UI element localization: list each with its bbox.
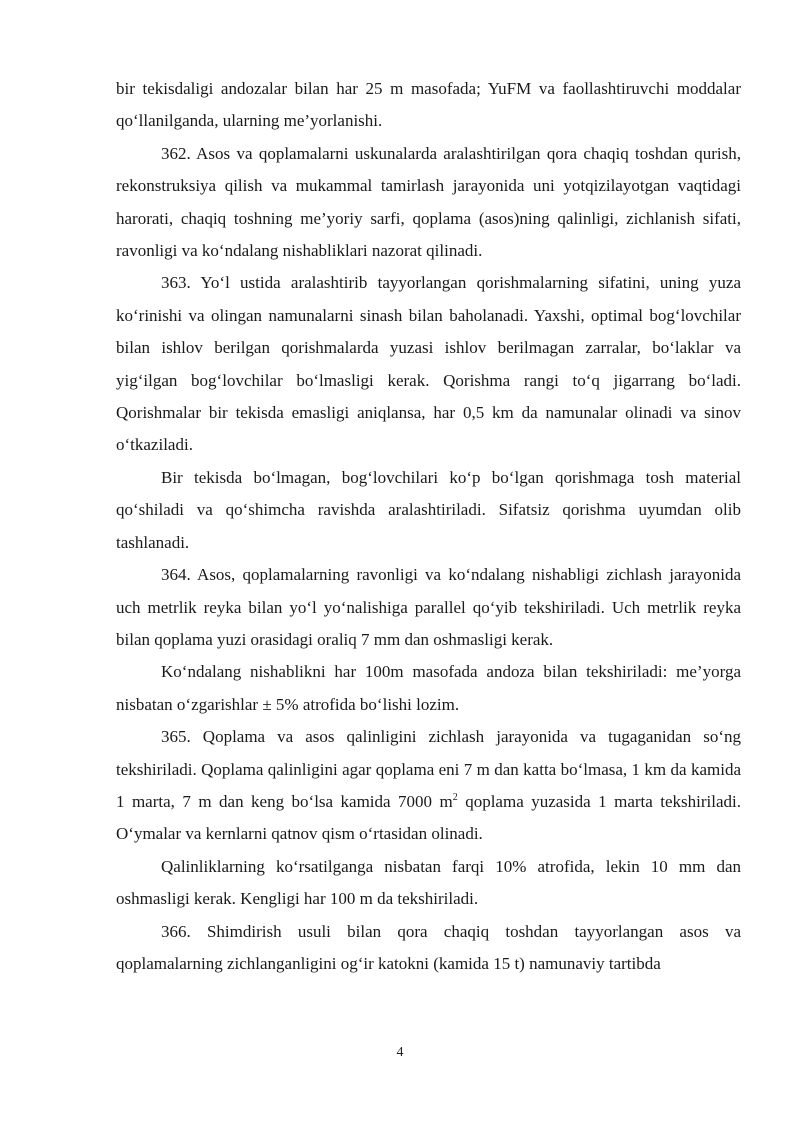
paragraph-continuation: bir tekisdaligi andozalar bilan har 25 m masofada; YuFM va faollashtiruvchi moddalar qo‘llanilganda, ularning me’yorlanishi.	[116, 79, 741, 131]
paragraph-365-text-start: 365. Qoplama va asos qalinligini zichlash jarayonida va tugaganidan so‘ng tekshiriladi. Qoplama qalinligini agar qoplama eni 7 m dan katta bo‘lmasa, 1 km da kamida 1 marta, 7 m dan keng bo‘lsa kamida 7000 m	[116, 727, 741, 811]
paragraph-366: 366. Shimdirish usuli bilan qora chaqiq toshdan tayyorlangan asos va qoplamalarning zichlanganligini og‘ir katokni (kamida 15 t) namunaviy tartibda	[116, 921, 741, 973]
paragraph-365	[116, 721, 741, 851]
paragraph-364-continued: Ko‘ndalang nishablikni har 100m masofada andoza bilan tekshiriladi: me’yorga nisbatan o‘zgarishlar ± 5% atrofida bo‘lishi lozim.	[116, 662, 741, 714]
paragraph-363-continued: Bir tekisda bo‘lmagan, bog‘lovchilari ko‘p bo‘lgan qorishmaga tosh material qo‘shiladi va qo‘shimcha ravishda aralashtiriladi. Sifatsiz qorishma uyumdan olib tashlanadi.	[116, 467, 741, 552]
document-page	[116, 73, 741, 980]
paragraph-363: 363. Yo‘l ustida aralashtirib tayyorlangan qorishmalarning sifatini, uning yuza ko‘rinishi va olingan namunalarni sinash bilan baholanadi. Yaxshi, optimal bog‘lovchilar bilan ishlov berilgan qorishmalarda yuzasi ishlov berilmagan zarralar, bo‘laklar va yig‘ilgan bog‘lovchilar bo‘lmasligi kerak. Qorishma rangi to‘q jigarrang bo‘ladi. Qorishmalar bir tekisda emasligi aniqlansa, har 0,5 km da namunalar olinadi va sinov o‘tkaziladi.	[116, 273, 741, 455]
paragraph-365-continued: Qalinliklarning ko‘rsatilganga nisbatan farqi 10% atrofida, lekin 10 mm dan oshmasligi kerak. Kengligi har 100 m da tekshiriladi.	[116, 856, 741, 909]
page-number: 4	[396, 1045, 404, 1060]
paragraph-364: 364. Asos, qoplamalarning ravonligi va ko‘ndalang nishabligi zichlash jarayonida uch metrlik reyka bilan yo‘l yo‘nalishiga parallel qo‘yib tekshiriladi. Uch metrlik reyka bilan qoplama yuzi orasidagi oraliq 7 mm dan oshmasligi kerak.	[116, 565, 741, 649]
superscript-square: 2	[452, 791, 458, 803]
paragraph-362: 362. Asos va qoplamalarni uskunalarda aralashtirilgan qora chaqiq toshdan qurish, rekonstruksiya qilish va mukammal tamirlash jarayonida uni yotqizilayotgan vaqtidagi harorati, chaqiq toshning me’yoriy sarfi, qoplama (asos)ning qalinligi, zichlanish sifati, ravonligi va ko‘ndalang nishabliklari nazorat qilinadi.	[116, 143, 741, 261]
paragraph-365-text-end: qoplama yuzasida 1 marta tekshiriladi. O‘ymalar va kernlarni qatnov qism o‘rtasidan olinadi.	[116, 791, 741, 844]
